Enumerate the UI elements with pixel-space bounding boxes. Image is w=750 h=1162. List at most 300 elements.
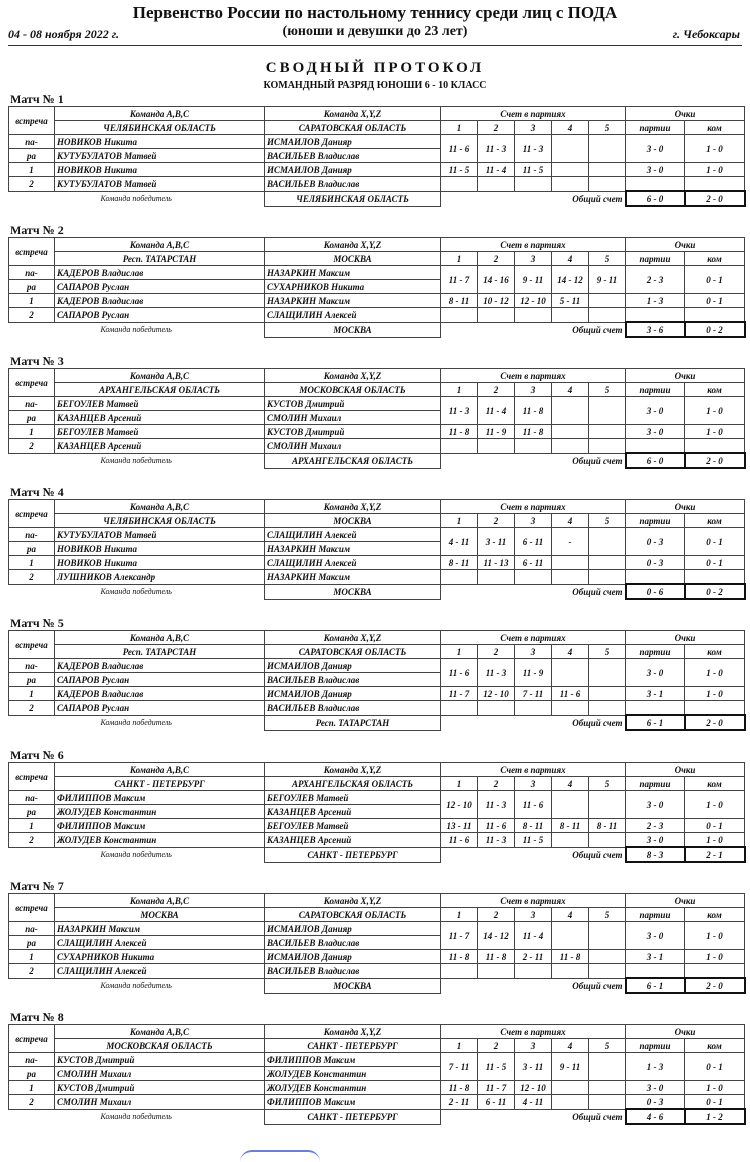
- player-b1: ИСМАИЛОВ Данияр: [265, 135, 441, 149]
- game-number: 3: [515, 383, 552, 397]
- games-header: Счет в партиях: [441, 238, 626, 252]
- match-title: Матч № 8: [10, 1010, 64, 1024]
- pair-game-score: 11 - 3: [478, 659, 515, 687]
- game-score: [589, 964, 626, 979]
- pair-label-bottom: ра: [9, 542, 55, 556]
- game-score: [478, 177, 515, 192]
- game-number: 1: [441, 514, 478, 528]
- player-b2: ВАСИЛЬЕВ Владислав: [265, 673, 441, 687]
- pair-label-top: па-: [9, 922, 55, 936]
- total-label: Общий счет: [572, 586, 623, 597]
- game-score: 12 - 10: [515, 1081, 552, 1095]
- team-points-header: ком: [685, 645, 745, 659]
- pair-game-score: 7 - 11: [441, 1053, 478, 1081]
- game-score: 2 - 11: [441, 1095, 478, 1110]
- single-2-player-b: ВАСИЛЬЕВ Владислав: [265, 177, 441, 192]
- game-score: 11 - 9: [478, 425, 515, 439]
- parties-header: партии: [626, 121, 685, 135]
- game-score: [589, 177, 626, 192]
- pair-parties: 3 - 0: [626, 791, 685, 819]
- single-1-team-points: 1 - 0: [685, 163, 745, 177]
- pair-game-score: [589, 659, 626, 687]
- player-b2: ВАСИЛЬЕВ Владислав: [265, 149, 441, 163]
- player-a2: НОВИКОВ Никита: [55, 542, 265, 556]
- pair-game-score: [552, 659, 589, 687]
- meeting-header: встреча: [9, 631, 55, 659]
- game-score: [515, 177, 552, 192]
- match-table: [8, 893, 746, 994]
- total-parties: 6 - 0: [626, 191, 685, 206]
- team-a-name: ЧЕЛЯБИНСКАЯ ОБЛАСТЬ: [55, 514, 265, 528]
- pair-label-top: па-: [9, 659, 55, 673]
- pair-game-score: 12 - 10: [441, 791, 478, 819]
- game-score: 8 - 11: [441, 556, 478, 570]
- team-a-name: МОСКВА: [55, 908, 265, 922]
- single-2-team-points: [685, 701, 745, 716]
- game-score: 7 - 11: [515, 687, 552, 701]
- points-header: Очки: [626, 369, 745, 383]
- single-1-player-b: БЕГОУЛЕВ Матвей: [265, 819, 441, 833]
- team-abc-header: Команда А,В,С: [55, 107, 265, 121]
- single-1-label: 1: [9, 294, 55, 308]
- pair-game-score: [589, 922, 626, 950]
- pair-team-points: 1 - 0: [685, 135, 745, 163]
- match-title: Матч № 3: [10, 354, 64, 368]
- single-1-parties: 3 - 0: [626, 163, 685, 177]
- player-a2: САПАРОВ Руслан: [55, 280, 265, 294]
- game-number: 3: [515, 908, 552, 922]
- match-table: [8, 1024, 746, 1125]
- single-2-team-points: 0 - 1: [685, 1095, 745, 1110]
- game-score: [589, 439, 626, 454]
- game-score: 11 - 3: [478, 833, 515, 848]
- player-a2: КУТУБУЛАТОВ Матвей: [55, 149, 265, 163]
- single-1-label: 1: [9, 819, 55, 833]
- total-parties: 6 - 0: [626, 453, 685, 468]
- event-dates: 04 - 08 ноября 2022 г.: [8, 27, 119, 41]
- pair-team-points: 0 - 1: [685, 528, 745, 556]
- single-2-team-points: [685, 177, 745, 192]
- pair-parties: 1 - 3: [626, 1053, 685, 1081]
- player-b2: СМОЛИН Михаил: [265, 411, 441, 425]
- single-2-label: 2: [9, 833, 55, 848]
- player-a1: КУТУБУЛАТОВ Матвей: [55, 528, 265, 542]
- single-2-player-b: НАЗАРКИН Максим: [265, 570, 441, 585]
- game-score: 8 - 11: [552, 819, 589, 833]
- winner-label: Команда победитель: [100, 586, 172, 596]
- match-title: Матч № 4: [10, 485, 64, 499]
- winner-label: Команда победитель: [100, 455, 172, 465]
- player-b2: КАЗАНЦЕВ Арсений: [265, 805, 441, 819]
- pair-game-score: 11 - 7: [441, 266, 478, 294]
- team-abc-header: Команда А,В,С: [55, 631, 265, 645]
- single-1-player-a: НОВИКОВ Никита: [55, 556, 265, 570]
- single-1-label: 1: [9, 556, 55, 570]
- total-label: Общий счет: [572, 717, 623, 728]
- pair-game-score: [589, 528, 626, 556]
- game-score: [589, 308, 626, 323]
- games-header: Счет в партиях: [441, 369, 626, 383]
- pair-game-score: 9 - 11: [589, 266, 626, 294]
- team-xyz-header: Команда X,Y,Z: [265, 894, 441, 908]
- total-label: Общий счет: [572, 193, 623, 204]
- player-b1: ИСМАИЛОВ Данияр: [265, 922, 441, 936]
- player-b2: СУХАРНИКОВ Никита: [265, 280, 441, 294]
- game-number: 5: [589, 252, 626, 266]
- total-parties: 8 - 3: [626, 847, 685, 862]
- team-abc-header: Команда А,В,С: [55, 763, 265, 777]
- pair-team-points: 1 - 0: [685, 922, 745, 950]
- match-table: [8, 630, 746, 731]
- game-score: 11 - 5: [441, 163, 478, 177]
- single-1-parties: 1 - 3: [626, 294, 685, 308]
- game-score: [552, 439, 589, 454]
- pair-game-score: 3 - 11: [478, 528, 515, 556]
- pair-label-bottom: ра: [9, 805, 55, 819]
- player-a2: ЖОЛУДЕВ Константин: [55, 805, 265, 819]
- player-b2: ВАСИЛЬЕВ Владислав: [265, 936, 441, 950]
- pair-game-score: 11 - 9: [515, 659, 552, 687]
- single-2-player-b: ВАСИЛЬЕВ Владислав: [265, 964, 441, 979]
- parties-header: партии: [626, 383, 685, 397]
- game-score: [552, 701, 589, 716]
- games-header: Счет в партиях: [441, 107, 626, 121]
- single-1-team-points: 1 - 0: [685, 950, 745, 964]
- game-score: [478, 439, 515, 454]
- winner-label: Команда победитель: [100, 193, 172, 203]
- game-score: [441, 177, 478, 192]
- pair-game-score: 3 - 11: [515, 1053, 552, 1081]
- game-score: 11 - 13: [478, 556, 515, 570]
- pair-game-score: 11 - 7: [441, 922, 478, 950]
- single-1-parties: 3 - 0: [626, 425, 685, 439]
- single-1-player-b: НАЗАРКИН Максим: [265, 294, 441, 308]
- games-header: Счет в партиях: [441, 1025, 626, 1039]
- team-b-name: МОСКВА: [265, 514, 441, 528]
- single-2-parties: [626, 439, 685, 454]
- match-title: Матч № 2: [10, 223, 64, 237]
- team-xyz-header: Команда X,Y,Z: [265, 1025, 441, 1039]
- games-header: Счет в партиях: [441, 631, 626, 645]
- total-team-points: 0 - 2: [685, 584, 745, 599]
- single-1-team-points: 0 - 1: [685, 556, 745, 570]
- match-table: [8, 499, 746, 600]
- team-abc-header: Команда А,В,С: [55, 894, 265, 908]
- game-number: 3: [515, 1039, 552, 1053]
- winner-label: Команда победитель: [100, 324, 172, 334]
- game-number: 4: [552, 645, 589, 659]
- game-score: 8 - 11: [589, 819, 626, 833]
- game-score: 8 - 11: [515, 819, 552, 833]
- protocol-title: СВОДНЫЙ ПРОТОКОЛ: [265, 60, 485, 76]
- parties-header: партии: [626, 777, 685, 791]
- game-score: [552, 964, 589, 979]
- game-score: 11 - 8: [441, 425, 478, 439]
- single-1-team-points: 0 - 1: [685, 294, 745, 308]
- game-number: 3: [515, 252, 552, 266]
- single-2-parties: [626, 308, 685, 323]
- game-number: 2: [478, 121, 515, 135]
- game-score: [552, 308, 589, 323]
- team-points-header: ком: [685, 777, 745, 791]
- team-abc-header: Команда А,В,С: [55, 369, 265, 383]
- single-1-player-a: СУХАРНИКОВ Никита: [55, 950, 265, 964]
- team-xyz-header: Команда X,Y,Z: [265, 107, 441, 121]
- game-score: [552, 1095, 589, 1110]
- pair-label-top: па-: [9, 791, 55, 805]
- single-2-label: 2: [9, 308, 55, 323]
- single-2-label: 2: [9, 570, 55, 585]
- single-2-parties: 3 - 0: [626, 833, 685, 848]
- game-number: 4: [552, 383, 589, 397]
- pair-parties: 3 - 0: [626, 397, 685, 425]
- single-2-player-b: ВАСИЛЬЕВ Владислав: [265, 701, 441, 716]
- game-number: 2: [478, 777, 515, 791]
- game-score: 5 - 11: [552, 294, 589, 308]
- points-header: Очки: [626, 107, 745, 121]
- single-1-player-b: ИСМАИЛОВ Данияр: [265, 163, 441, 177]
- pair-label-bottom: ра: [9, 149, 55, 163]
- match-table: [8, 106, 746, 207]
- parties-header: партии: [626, 252, 685, 266]
- game-number: 2: [478, 383, 515, 397]
- pair-game-score: 9 - 11: [552, 1053, 589, 1081]
- match-title: Матч № 6: [10, 748, 64, 762]
- game-number: 1: [441, 383, 478, 397]
- game-score: 11 - 8: [441, 950, 478, 964]
- player-a1: ФИЛИППОВ Максим: [55, 791, 265, 805]
- game-score: [552, 833, 589, 848]
- single-2-team-points: [685, 439, 745, 454]
- single-1-label: 1: [9, 1081, 55, 1095]
- single-1-parties: 3 - 1: [626, 687, 685, 701]
- game-score: [552, 425, 589, 439]
- single-2-label: 2: [9, 701, 55, 716]
- total-team-points: 2 - 0: [685, 715, 745, 730]
- match-title: Матч № 1: [10, 92, 64, 106]
- team-xyz-header: Команда X,Y,Z: [265, 631, 441, 645]
- single-2-parties: [626, 964, 685, 979]
- single-2-player-a: ЖОЛУДЕВ Константин: [55, 833, 265, 848]
- game-score: [441, 308, 478, 323]
- game-score: [441, 701, 478, 716]
- single-1-parties: 2 - 3: [626, 819, 685, 833]
- pair-game-score: 9 - 11: [515, 266, 552, 294]
- winner-team: АРХАНГЕЛЬСКАЯ ОБЛАСТЬ: [265, 453, 441, 468]
- game-score: [589, 163, 626, 177]
- points-header: Очки: [626, 631, 745, 645]
- single-1-player-a: БЕГОУЛЕВ Матвей: [55, 425, 265, 439]
- single-2-label: 2: [9, 1095, 55, 1110]
- game-score: [589, 701, 626, 716]
- player-b2: НАЗАРКИН Максим: [265, 542, 441, 556]
- games-header: Счет в партиях: [441, 763, 626, 777]
- total-label: Общий счет: [572, 980, 623, 991]
- pair-parties: 3 - 0: [626, 659, 685, 687]
- meeting-header: встреча: [9, 500, 55, 528]
- pair-game-score: 11 - 3: [441, 397, 478, 425]
- game-number: 1: [441, 908, 478, 922]
- total-team-points: 2 - 0: [685, 191, 745, 206]
- single-2-player-a: САПАРОВ Руслан: [55, 308, 265, 323]
- game-score: [441, 964, 478, 979]
- game-score: [589, 1081, 626, 1095]
- single-2-player-b: ФИЛИППОВ Максим: [265, 1095, 441, 1110]
- total-team-points: 2 - 0: [685, 978, 745, 993]
- team-b-name: АРХАНГЕЛЬСКАЯ ОБЛАСТЬ: [265, 777, 441, 791]
- team-xyz-header: Команда X,Y,Z: [265, 238, 441, 252]
- game-score: [478, 964, 515, 979]
- games-header: Счет в партиях: [441, 894, 626, 908]
- winner-label: Команда победитель: [100, 1111, 172, 1121]
- pair-team-points: 0 - 1: [685, 266, 745, 294]
- parties-header: партии: [626, 1039, 685, 1053]
- game-score: [589, 950, 626, 964]
- single-2-label: 2: [9, 439, 55, 454]
- pair-team-points: 1 - 0: [685, 397, 745, 425]
- total-parties: 0 - 6: [626, 584, 685, 599]
- pair-game-score: [552, 397, 589, 425]
- pair-game-score: 11 - 8: [515, 397, 552, 425]
- single-1-player-a: КУСТОВ Дмитрий: [55, 1081, 265, 1095]
- total-parties: 6 - 1: [626, 715, 685, 730]
- single-2-player-b: СЛАЩИЛИН Алексей: [265, 308, 441, 323]
- winner-label: Команда победитель: [100, 849, 172, 859]
- single-1-label: 1: [9, 425, 55, 439]
- pair-label-bottom: ра: [9, 673, 55, 687]
- single-2-player-a: СМОЛИН Михаил: [55, 1095, 265, 1110]
- game-number: 2: [478, 252, 515, 266]
- single-1-label: 1: [9, 163, 55, 177]
- player-a2: САПАРОВ Руслан: [55, 673, 265, 687]
- team-points-header: ком: [685, 514, 745, 528]
- games-header: Счет в партиях: [441, 500, 626, 514]
- game-number: 2: [478, 908, 515, 922]
- points-header: Очки: [626, 894, 745, 908]
- team-points-header: ком: [685, 1039, 745, 1053]
- single-2-player-b: СМОЛИН Михаил: [265, 439, 441, 454]
- game-number: 4: [552, 121, 589, 135]
- player-a1: КУСТОВ Дмитрий: [55, 1053, 265, 1067]
- game-number: 2: [478, 1039, 515, 1053]
- team-b-name: САРАТОВСКАЯ ОБЛАСТЬ: [265, 121, 441, 135]
- player-a2: СЛАЩИЛИН Алексей: [55, 936, 265, 950]
- game-score: [515, 439, 552, 454]
- game-score: 11 - 8: [441, 1081, 478, 1095]
- game-number: 2: [478, 645, 515, 659]
- game-number: 3: [515, 645, 552, 659]
- game-score: [589, 294, 626, 308]
- single-2-player-a: КАЗАНЦЕВ Арсений: [55, 439, 265, 454]
- game-score: 6 - 11: [478, 1095, 515, 1110]
- single-1-player-a: КАДЕРОВ Владислав: [55, 294, 265, 308]
- meeting-header: встреча: [9, 238, 55, 266]
- pair-parties: 2 - 3: [626, 266, 685, 294]
- team-a-name: АРХАНГЕЛЬСКАЯ ОБЛАСТЬ: [55, 383, 265, 397]
- pair-label-bottom: ра: [9, 936, 55, 950]
- winner-team: МОСКВА: [265, 584, 441, 599]
- pair-game-score: 4 - 11: [441, 528, 478, 556]
- single-2-parties: [626, 177, 685, 192]
- game-score: [552, 570, 589, 585]
- game-score: [515, 964, 552, 979]
- single-1-player-a: ФИЛИППОВ Максим: [55, 819, 265, 833]
- game-number: 1: [441, 645, 478, 659]
- pair-parties: 3 - 0: [626, 922, 685, 950]
- game-number: 5: [589, 777, 626, 791]
- game-score: 11 - 7: [441, 687, 478, 701]
- pair-game-score: -: [552, 528, 589, 556]
- match-title: Матч № 5: [10, 616, 64, 630]
- meeting-header: встреча: [9, 894, 55, 922]
- player-a1: БЕГОУЛЕВ Матвей: [55, 397, 265, 411]
- pair-label-top: па-: [9, 1053, 55, 1067]
- game-score: [552, 556, 589, 570]
- single-2-player-a: СЛАЩИЛИН Алексей: [55, 964, 265, 979]
- match-table: [8, 237, 746, 338]
- single-1-label: 1: [9, 950, 55, 964]
- winner-team: МОСКВА: [265, 978, 441, 993]
- game-number: 1: [441, 121, 478, 135]
- single-2-label: 2: [9, 964, 55, 979]
- total-team-points: 0 - 2: [685, 322, 745, 337]
- total-label: Общий счет: [572, 1111, 623, 1122]
- points-header: Очки: [626, 238, 745, 252]
- game-number: 5: [589, 908, 626, 922]
- team-a-name: ЧЕЛЯБИНСКАЯ ОБЛАСТЬ: [55, 121, 265, 135]
- game-score: [552, 163, 589, 177]
- category-title: КОМАНДНЫЙ РАЗРЯД ЮНОШИ 6 - 10 КЛАСС: [263, 80, 487, 91]
- team-b-name: МОСКВА: [265, 252, 441, 266]
- pair-game-score: [589, 1053, 626, 1081]
- single-1-team-points: 0 - 1: [685, 819, 745, 833]
- single-2-player-a: КУТУБУЛАТОВ Матвей: [55, 177, 265, 192]
- team-a-name: МОСКОВСКАЯ ОБЛАСТЬ: [55, 1039, 265, 1053]
- team-xyz-header: Команда X,Y,Z: [265, 369, 441, 383]
- game-score: 13 - 11: [441, 819, 478, 833]
- total-team-points: 2 - 1: [685, 847, 745, 862]
- match-table: [8, 762, 746, 863]
- match-title: Матч № 7: [10, 879, 64, 893]
- game-score: 11 - 5: [515, 163, 552, 177]
- team-a-name: Респ. ТАТАРСТАН: [55, 645, 265, 659]
- single-2-player-b: КАЗАНЦЕВ Арсений: [265, 833, 441, 848]
- game-score: [478, 570, 515, 585]
- game-score: 11 - 5: [515, 833, 552, 848]
- meeting-header: встреча: [9, 369, 55, 397]
- winner-label: Команда победитель: [100, 980, 172, 990]
- total-team-points: 1 - 2: [685, 1109, 745, 1124]
- player-b1: ИСМАИЛОВ Данияр: [265, 659, 441, 673]
- team-xyz-header: Команда X,Y,Z: [265, 500, 441, 514]
- pair-game-score: 11 - 3: [515, 135, 552, 163]
- pair-label-top: па-: [9, 266, 55, 280]
- game-score: [515, 308, 552, 323]
- total-team-points: 2 - 0: [685, 453, 745, 468]
- winner-team: САНКТ - ПЕТЕРБУРГ: [265, 1109, 441, 1124]
- single-1-player-b: СЛАЩИЛИН Алексей: [265, 556, 441, 570]
- single-1-parties: 3 - 1: [626, 950, 685, 964]
- game-score: [441, 439, 478, 454]
- single-2-team-points: [685, 308, 745, 323]
- event-city: г. Чебоксары: [672, 27, 740, 41]
- player-b1: БЕГОУЛЕВ Матвей: [265, 791, 441, 805]
- pair-game-score: 14 - 16: [478, 266, 515, 294]
- pair-label-top: па-: [9, 528, 55, 542]
- points-header: Очки: [626, 500, 745, 514]
- match-table: [8, 368, 746, 469]
- single-2-parties: [626, 570, 685, 585]
